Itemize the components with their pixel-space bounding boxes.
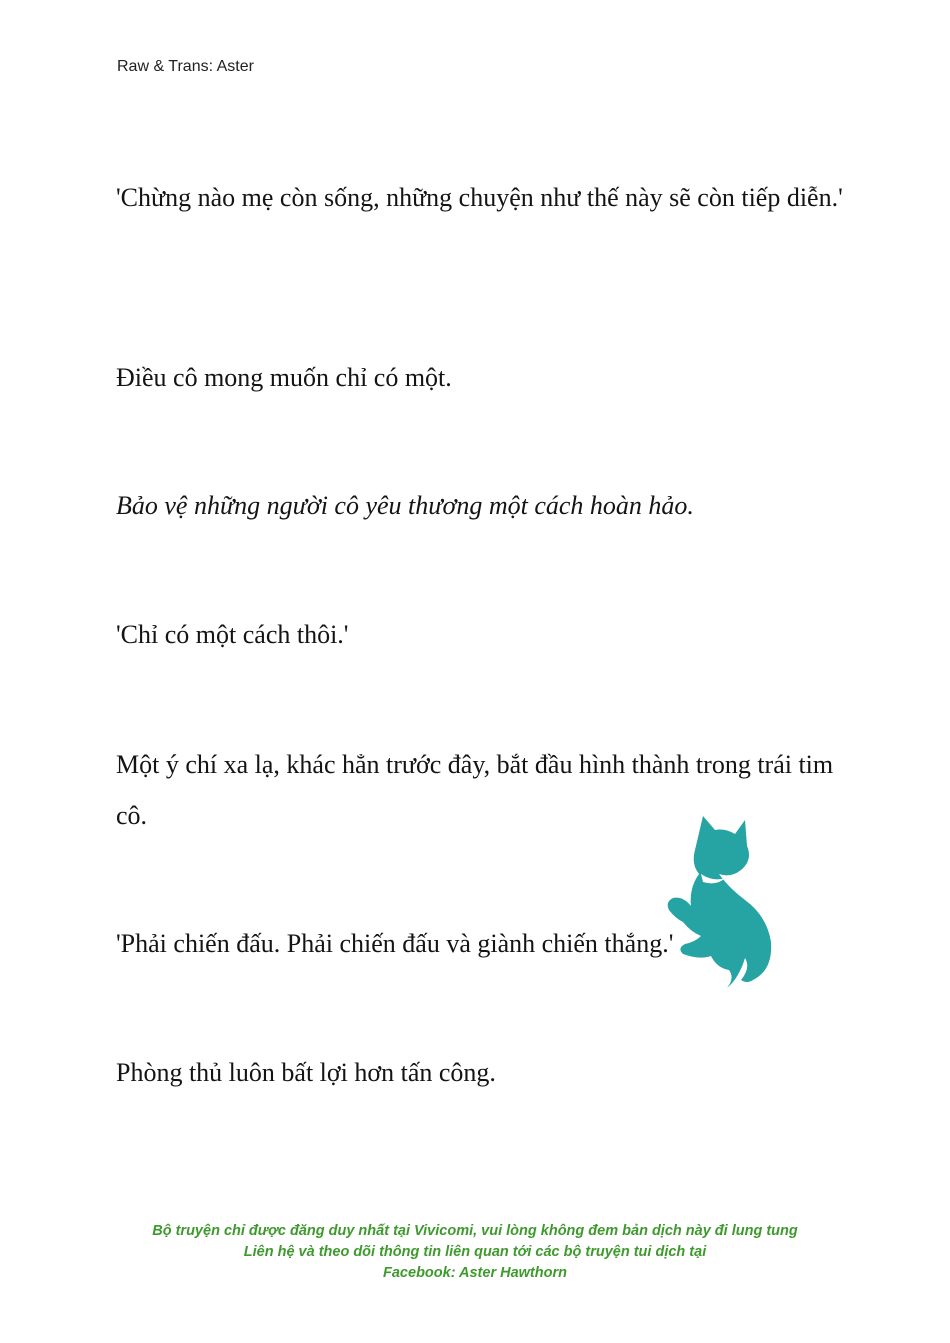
footer-facebook-link[interactable]: Facebook: Aster Hawthorn [383, 1265, 567, 1281]
paragraph-6: 'Phải chiến đấu. Phải chiến đấu và giành chiến thắng.' [116, 929, 674, 958]
paragraph-2: Điều cô mong muốn chỉ có một. [116, 363, 452, 392]
paragraph-7: Phòng thủ luôn bất lợi hơn tấn công. [116, 1058, 496, 1087]
footer-notice-line-1: Bộ truyện chỉ được đăng duy nhất tại Vivicomi, vui lòng không đem bản dịch này đi lung tung [152, 1223, 798, 1239]
paragraph-3-italic: Bảo vệ những người cô yêu thương một cách hoàn hảo. [116, 491, 694, 520]
paragraph-5: Một ý chí xa lạ, khác hẳn trước đây, bắt đầu hình thành trong trái tim cô. [116, 750, 834, 830]
footer-notice-line-2: Liên hệ và theo dõi thông tin liên quan tới các bộ truyện tui dịch tại [243, 1244, 707, 1260]
cat-silhouette-icon [655, 808, 785, 993]
translator-credit: Raw & Trans: Aster [117, 58, 254, 75]
paragraph-1: 'Chừng nào mẹ còn sống, những chuyện như thế này sẽ còn tiếp diễn.' [116, 183, 843, 212]
paragraph-4: 'Chỉ có một cách thôi.' [116, 620, 349, 649]
